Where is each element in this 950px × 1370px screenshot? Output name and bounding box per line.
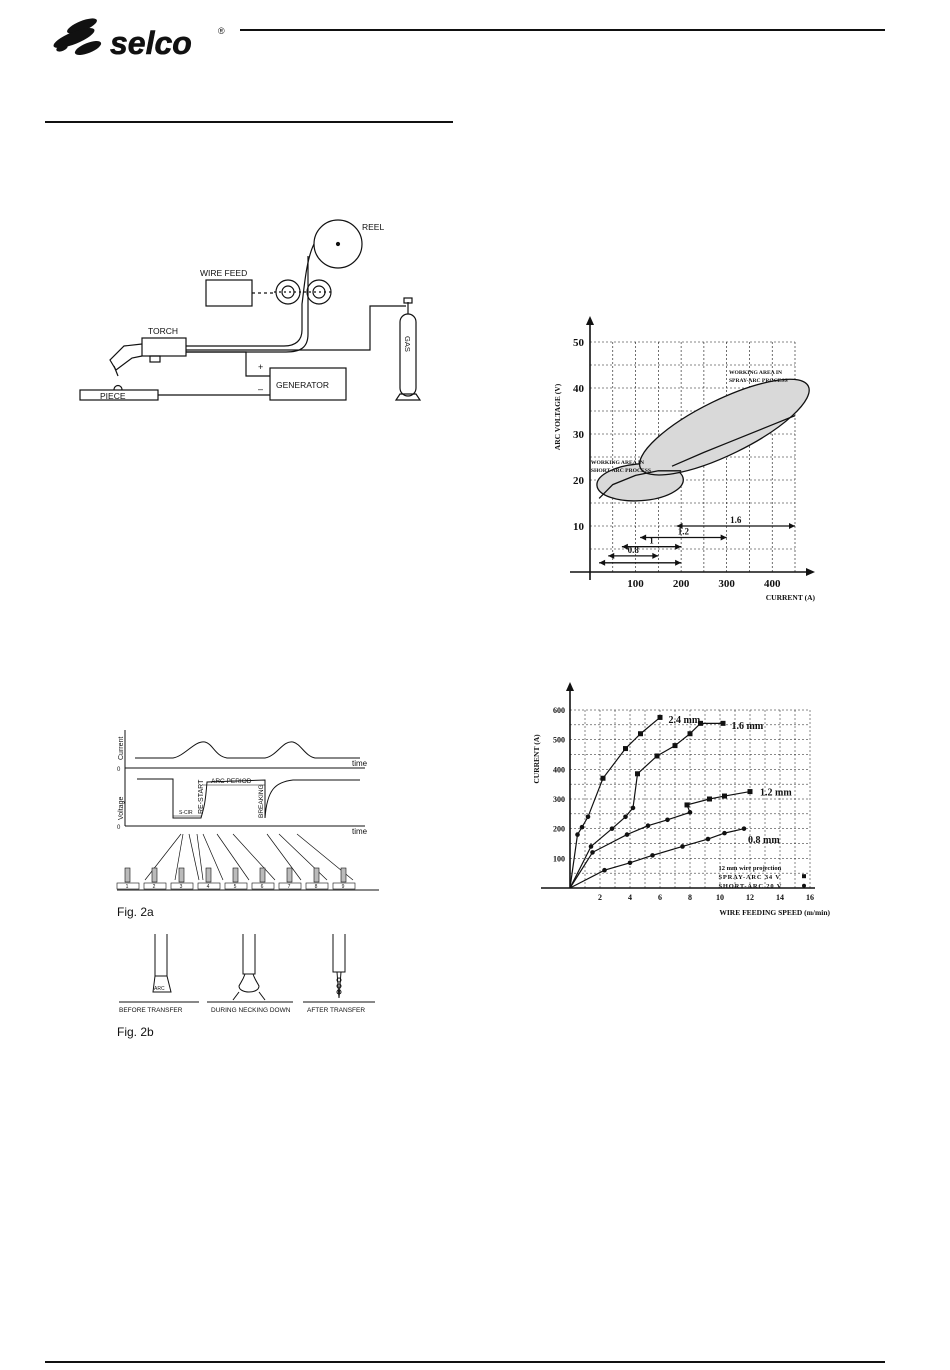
fig2b-transfer xyxy=(115,928,375,1018)
fig2a-caption: Fig. 2a xyxy=(117,905,154,919)
drop-number: 3 xyxy=(179,884,183,890)
before-transfer-label: BEFORE TRANSFER xyxy=(119,1007,183,1014)
current-axis-label: Current xyxy=(118,736,125,760)
plus-terminal: + xyxy=(258,362,264,372)
fig2a-waveform xyxy=(115,730,385,900)
drop-number: 2 xyxy=(152,884,156,890)
y-tick-label: 300 xyxy=(553,795,565,804)
short-arc-point xyxy=(742,826,747,831)
generator-label: GENERATOR xyxy=(276,380,330,390)
series-label: 2.4 mm xyxy=(668,714,701,726)
spray-arc-point xyxy=(658,715,663,720)
electrode-drop-icon xyxy=(233,868,238,882)
spray-arc-point xyxy=(707,797,712,802)
series-label: 0.8 mm xyxy=(748,835,780,847)
series-label: 1.6 mm xyxy=(731,720,764,732)
time-label-bottom: time xyxy=(352,827,368,836)
arc-period-label: ARC PERIOD xyxy=(211,778,252,785)
torch-label: TORCH xyxy=(148,326,179,336)
arrow-right-icon xyxy=(789,523,795,529)
electrode-drop-icon xyxy=(260,868,265,882)
y-tick-label: 50 xyxy=(573,337,584,349)
legend-dot-icon xyxy=(802,884,806,888)
spray-arc-point xyxy=(601,776,606,781)
wire-range-label: 1.2 xyxy=(677,526,690,537)
arrow-left-icon xyxy=(599,560,605,566)
drop-number: 5 xyxy=(233,884,237,890)
restart-label: RE-START xyxy=(198,779,205,814)
x-tick-label: 8 xyxy=(688,893,692,902)
legend-square-icon xyxy=(802,874,806,878)
gas-cylinder xyxy=(400,314,416,396)
fig2b-caption: Fig. 2b xyxy=(117,1025,154,1039)
arrow-right-icon xyxy=(675,560,681,566)
wire-range-label: 1.6 xyxy=(730,515,742,525)
drop-number: 8 xyxy=(314,884,318,890)
short-arc-point xyxy=(590,850,595,855)
wire-range-label: 0.8 xyxy=(627,544,639,555)
wire-feed-box xyxy=(206,280,252,306)
electrode-drop-icon xyxy=(206,868,211,882)
short-circuit-label: S-CIR xyxy=(179,810,193,816)
necking-down-label: DURING NECKING DOWN xyxy=(211,1007,291,1014)
short-arc-point xyxy=(575,832,580,837)
short-arc-point xyxy=(580,825,585,830)
y-tick-label: 10 xyxy=(573,521,584,533)
x-tick-label: 300 xyxy=(718,578,735,590)
short-arc-point xyxy=(625,832,630,837)
y-tick-label: 200 xyxy=(553,824,565,834)
reel-label: REEL xyxy=(362,222,385,232)
page-header xyxy=(0,0,950,120)
section-rule xyxy=(45,121,453,123)
spray-arc-point xyxy=(638,731,643,736)
spray-arc-point xyxy=(623,746,628,751)
legend-line: 12 mm wire projection xyxy=(718,865,782,873)
series-label: 1.2 mm xyxy=(760,787,792,799)
axis-zero-voltage: 0 xyxy=(117,825,121,831)
arrow-left-icon xyxy=(608,553,614,559)
x-tick-label: 6 xyxy=(658,893,662,902)
x-tick-label: 14 xyxy=(776,893,784,902)
arrow-up-icon xyxy=(566,682,574,691)
brand-name: selco xyxy=(110,25,192,61)
drop-number: 7 xyxy=(287,884,291,890)
electrode-drop-icon xyxy=(125,868,130,882)
short-arc-point xyxy=(602,868,607,873)
header-rule xyxy=(240,29,885,31)
spray-arc-point xyxy=(635,771,640,776)
x-tick-label: 100 xyxy=(627,578,644,590)
drop-number: 4 xyxy=(206,884,210,890)
x-axis-title: CURRENT (A) xyxy=(765,593,815,602)
short-arc-point xyxy=(650,853,655,858)
arrow-left-icon xyxy=(640,535,646,541)
x-tick-label: 400 xyxy=(763,578,781,590)
axis-zero-current: 0 xyxy=(117,767,121,773)
x-tick-label: 10 xyxy=(716,893,724,902)
torch-body xyxy=(142,338,186,356)
time-label-top: time xyxy=(352,759,368,768)
drop-number: 9 xyxy=(341,884,345,890)
electrode-drop-icon xyxy=(314,868,319,882)
x-tick-label: 12 xyxy=(746,893,754,902)
minus-terminal: – xyxy=(258,384,264,394)
after-transfer-icon xyxy=(303,934,375,1002)
electrode-drop-icon xyxy=(179,868,184,882)
short-arc-point xyxy=(665,817,670,822)
spray-arc-point xyxy=(722,794,727,799)
spray-arc-point xyxy=(748,789,753,794)
short-arc-point xyxy=(646,823,651,828)
short-arc-point xyxy=(722,831,727,836)
y-tick-label: 30 xyxy=(573,429,584,441)
spray-arc-point xyxy=(685,802,690,807)
y-tick-label: 20 xyxy=(573,475,584,487)
short-arc-point xyxy=(631,806,636,811)
footer-rule xyxy=(45,1361,885,1363)
short-arc-point xyxy=(706,837,711,842)
legend-line: SHORT-ARC 20 V xyxy=(718,883,783,891)
spray-arc-point xyxy=(673,743,678,748)
legend-line: SPRAY-ARC 34 V xyxy=(718,874,781,882)
logo-mark-icon xyxy=(51,15,102,58)
spray-arc-point xyxy=(655,753,660,758)
short-arc-point xyxy=(628,860,633,865)
gas-label: GAS xyxy=(403,336,412,352)
short-arc-point xyxy=(680,844,685,849)
arrow-up-icon xyxy=(586,316,594,325)
arrow-right-icon xyxy=(806,568,815,576)
y-tick-label: 500 xyxy=(553,735,565,745)
piece-label: PIECE xyxy=(100,391,126,401)
short-arc-point xyxy=(623,815,628,820)
electrode-drop-icon xyxy=(152,868,157,882)
x-tick-label: 200 xyxy=(672,578,690,590)
breaking-label: BREAKING xyxy=(258,784,265,818)
y-tick-label: 600 xyxy=(553,706,565,715)
wire-feed-label: WIRE FEED xyxy=(200,268,248,278)
drop-number: 6 xyxy=(260,884,264,890)
x-tick-label: 4 xyxy=(628,893,632,902)
short-arc-point xyxy=(586,815,591,820)
electrode-drop-icon xyxy=(341,868,346,882)
short-arc-point xyxy=(589,844,594,849)
selco-logo xyxy=(40,10,240,70)
region-label: WORKING AREA IN xyxy=(728,370,783,377)
region-label: WORKING AREA IN xyxy=(590,459,645,466)
spray-arc-point xyxy=(721,721,726,726)
spray-arc-point xyxy=(688,731,693,736)
arc-voltage-chart xyxy=(540,312,840,612)
wire-range-label: 1 xyxy=(649,535,654,546)
after-transfer-label: AFTER TRANSFER xyxy=(307,1007,366,1014)
working-area-region xyxy=(628,361,820,492)
electrode-drop-icon xyxy=(287,868,292,882)
short-arc-point xyxy=(688,810,693,815)
y-tick-label: 400 xyxy=(553,765,565,775)
y-axis-title: ARC VOLTAGE (V) xyxy=(553,383,562,451)
arc-label: ARC xyxy=(154,986,165,992)
y-tick-label: 40 xyxy=(573,383,584,395)
current-wire-speed-chart xyxy=(525,680,835,930)
x-tick-label: 2 xyxy=(598,893,602,902)
necking-down-icon xyxy=(207,934,293,1002)
region-label: SPRAY-ARC PROCESS xyxy=(728,378,788,385)
x-tick-label: 16 xyxy=(806,893,814,902)
drop-number: 1 xyxy=(125,884,129,890)
region-label: SHORT-ARC PROCESS xyxy=(590,467,651,474)
voltage-axis-label: Voltage xyxy=(118,796,125,820)
y-tick-label: 100 xyxy=(553,854,565,864)
arrow-right-icon xyxy=(652,553,658,559)
x-axis-title: WIRE FEEDING SPEED (m/min) xyxy=(719,908,830,917)
registered-mark: ® xyxy=(218,26,225,36)
mig-setup-diagram xyxy=(70,200,450,420)
arrow-right-icon xyxy=(721,535,727,541)
y-axis-title: CURRENT (A) xyxy=(532,734,541,784)
short-arc-point xyxy=(610,826,615,831)
